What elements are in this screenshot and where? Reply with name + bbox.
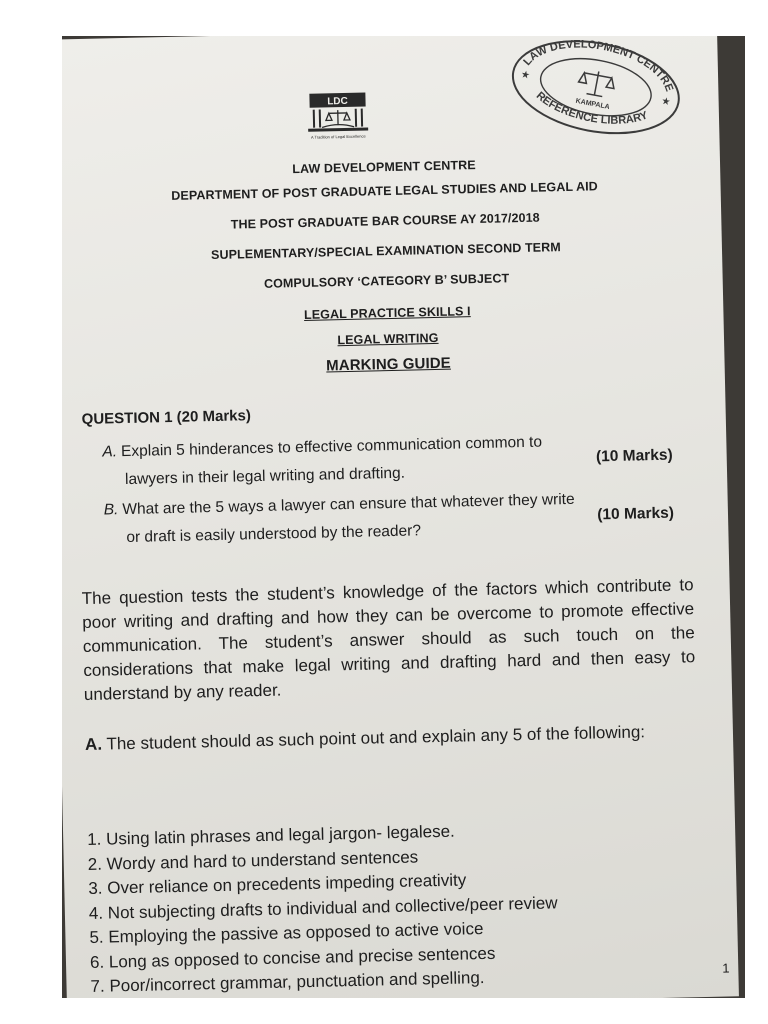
stamp-star-right: ★ [660, 95, 672, 109]
page-number: 1 [722, 960, 730, 976]
scales-icon [577, 68, 617, 98]
question-item-marks: (10 Marks) [597, 504, 675, 524]
answer-points-list [87, 814, 711, 998]
book-scales-icon [322, 110, 354, 128]
stamp-inner-text: KAMPALA [575, 97, 611, 112]
question-item-text-cont: lawyers in their legal writing and drafting. [124, 464, 406, 489]
list-item: 6. Long as opposed to concise and precise sentences [89, 943, 496, 972]
ldc-logo [301, 88, 374, 142]
list-item: 4. Not subjecting drafts to individual and collective/peer review [88, 892, 558, 923]
list-item: 3. Over reliance on precedents impeding creativity [88, 870, 467, 898]
question-item-text-cont: or draft is easily understood by the reader? [126, 522, 422, 547]
question-item-text: Explain 5 hinderances to effective communication common to [120, 433, 543, 461]
subject-category: COMPULSORY ‘CATEGORY B’ SUBJECT [263, 271, 510, 291]
question-item-marks: (10 Marks) [595, 446, 673, 466]
marking-guide-intro: The question tests the student’s knowledge of the factors which contribute to poor writing and drafting and how they can be overcome to promote effective communication. The student’s answer should as such touch on the considerations that make legal writing and drafting hard and then easy to understand by any reader. [81, 575, 696, 705]
exam-title: SUPLEMENTARY/SPECIAL EXAMINATION SECOND TERM [210, 240, 561, 263]
exam-paper [62, 36, 739, 998]
logo-tagline: A Tradition of Legal Excellence [310, 133, 366, 140]
question-item-letter: B. [103, 501, 119, 519]
institution-name: LAW DEVELOPMENT CENTRE [292, 158, 476, 177]
question-item-b [103, 484, 674, 553]
document-type: MARKING GUIDE [326, 354, 452, 375]
stamp-bottom-text: REFERENCE LIBRARY [533, 89, 650, 127]
answer-text: The student should as such point out and explain any 5 of the following: [106, 722, 646, 754]
list-item: 7. Poor/incorrect grammar, punctuation and spelling. [90, 968, 485, 996]
list-item: 1. Using latin phrases and legal jargon- legalese. [86, 821, 455, 849]
department-name: DEPARTMENT OF POST GRADUATE LEGAL STUDIES AND LEGAL AID [171, 179, 598, 203]
list-item: 5. Employing the passive as opposed to active voice [89, 919, 484, 947]
question-item-a [102, 426, 673, 495]
course-title: THE POST GRADUATE BAR COURSE AY 2017/2018 [230, 210, 540, 232]
answer-label: A. [84, 734, 103, 755]
stamp-star-left: ★ [519, 69, 531, 82]
answer-a-intro [85, 719, 697, 757]
question-title: QUESTION 1 (20 Marks) [81, 407, 252, 429]
library-stamp [501, 36, 692, 149]
stamp-top-text: LAW DEVELOPMENT CENTRE [521, 38, 676, 94]
logo-name: LDC [327, 95, 348, 108]
paper-name: LEGAL WRITING [337, 330, 439, 348]
question-item-text: What are the 5 ways a lawyer can ensure that whatever they write [122, 490, 575, 519]
document-photo [62, 36, 745, 998]
question-item-letter: A. [102, 443, 118, 461]
subject-name: LEGAL PRACTICE SKILLS I [303, 304, 471, 322]
list-item: 2. Wordy and hard to understand sentences [87, 846, 419, 874]
